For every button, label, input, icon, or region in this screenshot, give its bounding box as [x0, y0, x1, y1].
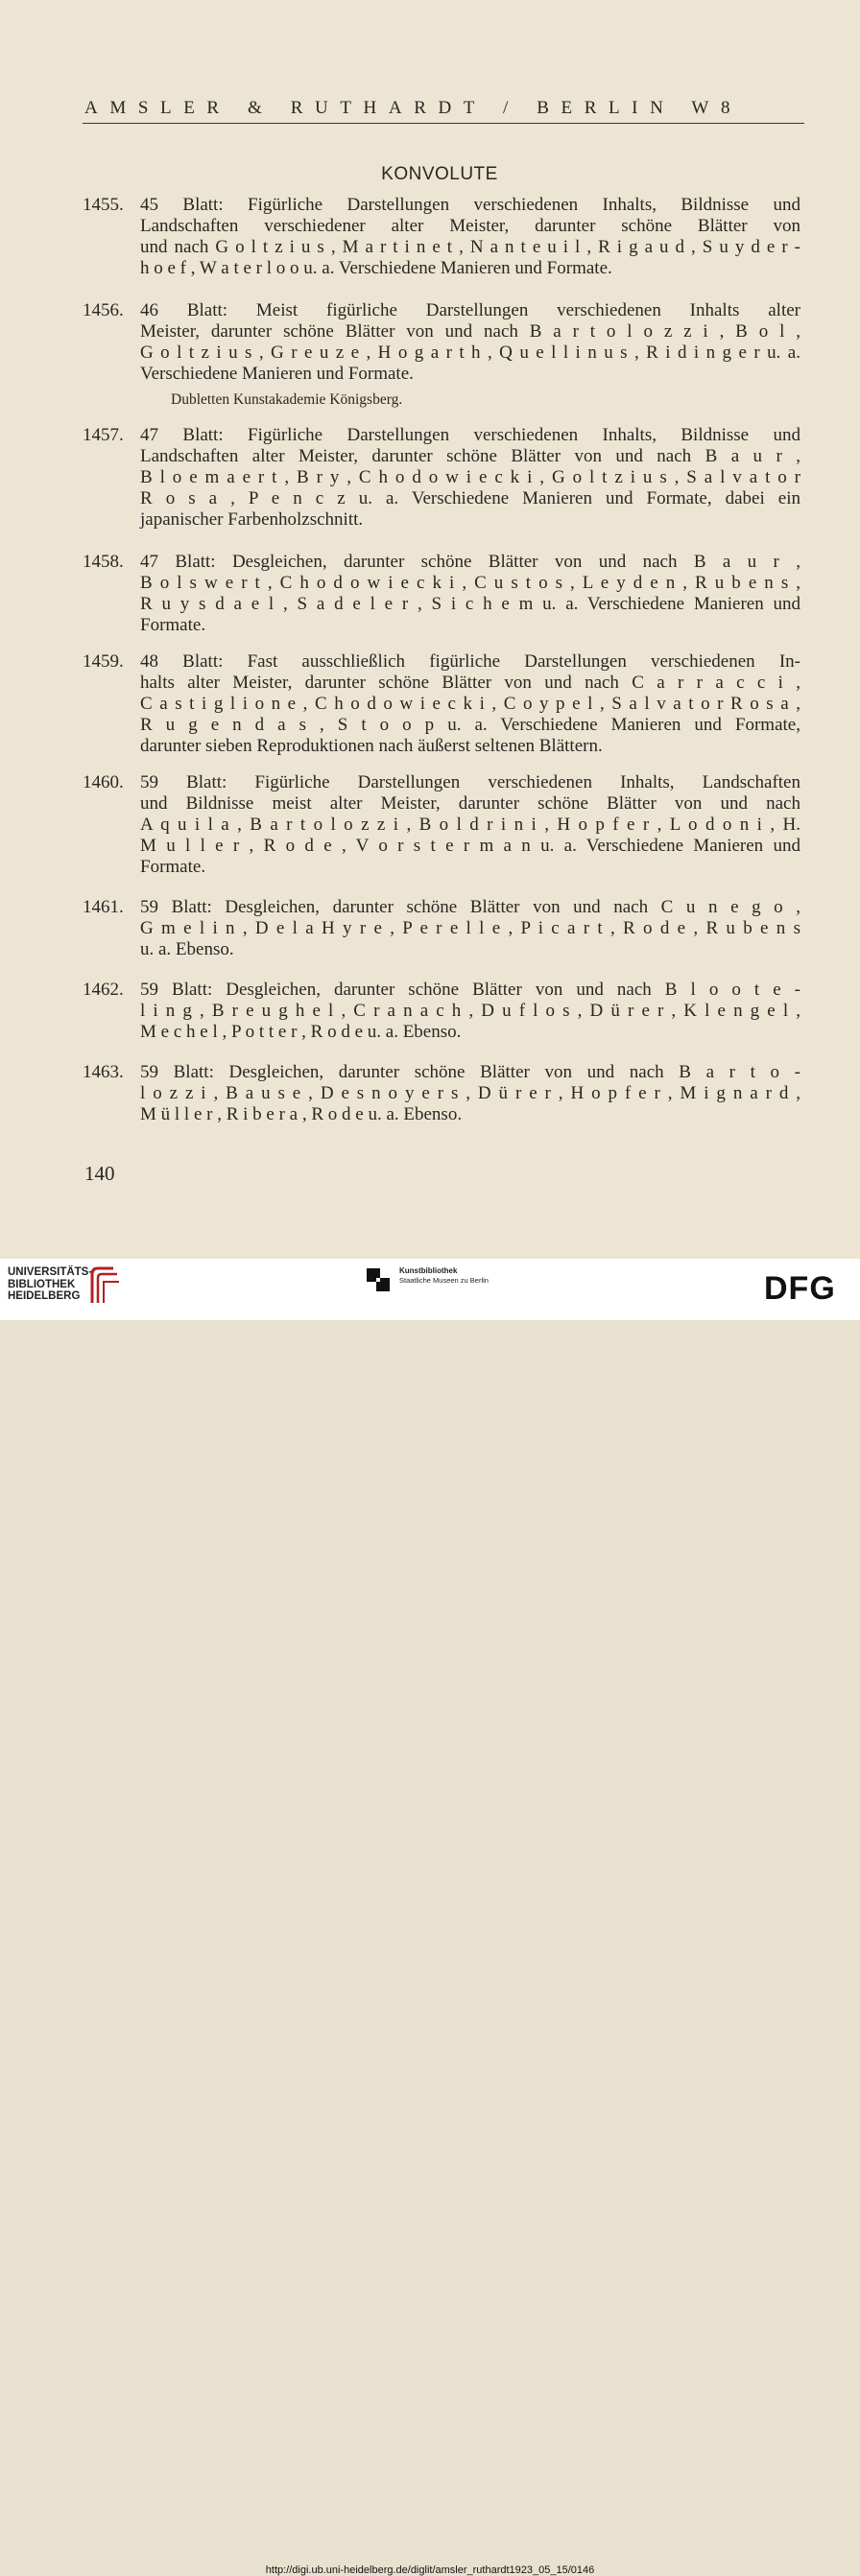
lot-number: 1456. [83, 300, 124, 320]
kunstbibliothek-text: Kunstbibliothek Staatliche Museen zu Berlin [399, 1266, 489, 1285]
description-line: M u l l e r , R o d e , V o r s t e r m a n u. a. Verschiedene Manieren und [140, 836, 800, 856]
description-line: 46 Blatt: Meist figürliche Darstellungen verschiedenen Inhalts alter [140, 300, 800, 320]
description-line: darunter sieben Reproduktionen nach äußerst seltenen Blättern. [140, 736, 603, 756]
description-line: R o s a , P e n c z u. a. Verschiedene Manieren und Formate, dabei ein [140, 488, 800, 508]
lot-number: 1462. [83, 980, 124, 1000]
description-line: Landschaften verschiedener alter Meister, darunter schöne Blätter von [140, 216, 800, 236]
lot-number: 1460. [83, 772, 124, 792]
description-line: 59 Blatt: Desgleichen, darunter schöne Blätter von und nach B a r t o - [140, 1062, 800, 1082]
lot-description [140, 300, 800, 385]
university-library-logo[interactable] [8, 1266, 92, 1303]
kunstbibliothek-icon [367, 1268, 392, 1291]
section-title: KONVOLUTE [381, 164, 498, 184]
lot-description [140, 425, 800, 531]
description-line: M ü l l e r , R i b e r a , R o d e u. a. Ebenso. [140, 1104, 463, 1124]
description-line: Verschiedene Manieren und Formate. [140, 364, 414, 384]
description-line: 59 Blatt: Desgleichen, darunter schöne Blätter von und nach B l o o t e - [140, 980, 800, 1000]
description-line: Formate. [140, 615, 206, 635]
description-line: 45 Blatt: Figürliche Darstellungen verschiedenen Inhalts, Bildnisse und [140, 195, 800, 215]
description-line: G m e l i n , D e l a H y r e , P e r e l l e , P i c a r t , R o d e , R u b e n s [140, 918, 800, 938]
description-line: C a s t i g l i o n e , C h o d o w i e c k i , C o y p e l , S a l v a t o r R o s a , [140, 694, 800, 714]
description-line: A q u i l a , B a r t o l o z z i , B o l d r i n i , H o p f e r , L o d o n i , H. [140, 815, 800, 835]
description-line: Formate. [140, 857, 206, 877]
lot-number: 1457. [83, 425, 124, 445]
catalog-page [0, 0, 860, 1259]
description-line: R u y s d a e l , S a d e l e r , S i c h e m u. a. Verschiedene Manieren und [140, 594, 800, 614]
description-line: Meister, darunter schöne Blätter von und nach B a r t o l o z z i , B o l , [140, 321, 800, 342]
provenance-note: Dubletten Kunstakademie Königsberg. [171, 391, 403, 408]
running-header: AMSLER & RUTHARDT / BERLIN W8 [84, 98, 743, 118]
permalink-url[interactable]: http://digi.ub.uni-heidelberg.de/diglit/amsler_ruthardt1923_05_15/0146 [265, 2564, 595, 2576]
lot-number: 1463. [83, 1062, 124, 1082]
lot-description [140, 772, 800, 878]
page-number: 140 [84, 1162, 115, 1185]
lot-description [140, 980, 800, 1043]
lot-number: 1459. [83, 651, 124, 672]
university-seal-icon [88, 1264, 121, 1305]
university-logo-text: UNIVERSITÄTS- BIBLIOTHEK HEIDELBERG [8, 1266, 93, 1302]
description-line: B o l s w e r t , C h o d o w i e c k i , C u s t o s , L e y d e n , R u b e n s , [140, 573, 800, 593]
lot-description [140, 651, 800, 757]
description-line: 47 Blatt: Figürliche Darstellungen verschiedenen Inhalts, Bildnisse und [140, 425, 800, 445]
lot-description [140, 552, 800, 636]
description-line: R u g e n d a s , S t o o p u. a. Verschiedene Manieren und Formate, [140, 715, 800, 735]
description-line: M e c h e l , P o t t e r , R o d e u. a. Ebenso. [140, 1022, 462, 1042]
description-line: 47 Blatt: Desgleichen, darunter schöne Blätter von und nach B a u r , [140, 552, 800, 572]
description-line: 59 Blatt: Figürliche Darstellungen verschiedenen Inhalts, Landschaften [140, 772, 800, 792]
header-rule [83, 123, 804, 124]
description-line: B l o e m a e r t , B r y , C h o d o w i e c k i , G o l t z i u s , S a l v a t o r [140, 467, 800, 487]
description-line: japanischer Farbenholzschnitt. [140, 509, 364, 530]
description-line: und Bildnisse meist alter Meister, darunter schöne Blätter von und nach [140, 793, 800, 814]
dfg-logo[interactable]: DFG [764, 1270, 836, 1307]
lot-number: 1455. [83, 195, 124, 215]
lot-number: 1461. [83, 897, 124, 917]
description-line: G o l t z i u s , G r e u z e , H o g a r t h , Q u e l l i n u s , R i d i n g e r u. a. [140, 343, 800, 363]
description-line: halts alter Meister, darunter schöne Blätter von und nach C a r r a c c i , [140, 673, 800, 693]
description-line: 59 Blatt: Desgleichen, darunter schöne Blätter von und nach C u n e g o , [140, 897, 800, 917]
description-line: Landschaften alter Meister, darunter schöne Blätter von und nach B a u r , [140, 446, 800, 466]
description-line: h o e f , W a t e r l o o u. a. Verschiedene Manieren und Formate. [140, 258, 612, 278]
description-line: u. a. Ebenso. [140, 939, 234, 959]
description-line: l i n g , B r e u g h e l , C r a n a c h , D u f l o s , D ü r e r , K l e n g e l , [140, 1001, 800, 1021]
lot-description [140, 1062, 800, 1125]
digitization-footer [0, 1259, 860, 2576]
lot-description [140, 897, 800, 960]
description-line: 48 Blatt: Fast ausschließlich figürliche Darstellungen verschiedenen In- [140, 651, 800, 672]
lot-number: 1458. [83, 552, 124, 572]
lot-description [140, 195, 800, 279]
description-line: l o z z i , B a u s e , D e s n o y e r s , D ü r e r , H o p f e r , M i g n a r d , [140, 1083, 800, 1103]
description-line: und nach G o l t z i u s , M a r t i n e t , N a n t e u i l , R i g a u d , S u y d e r - [140, 237, 800, 257]
